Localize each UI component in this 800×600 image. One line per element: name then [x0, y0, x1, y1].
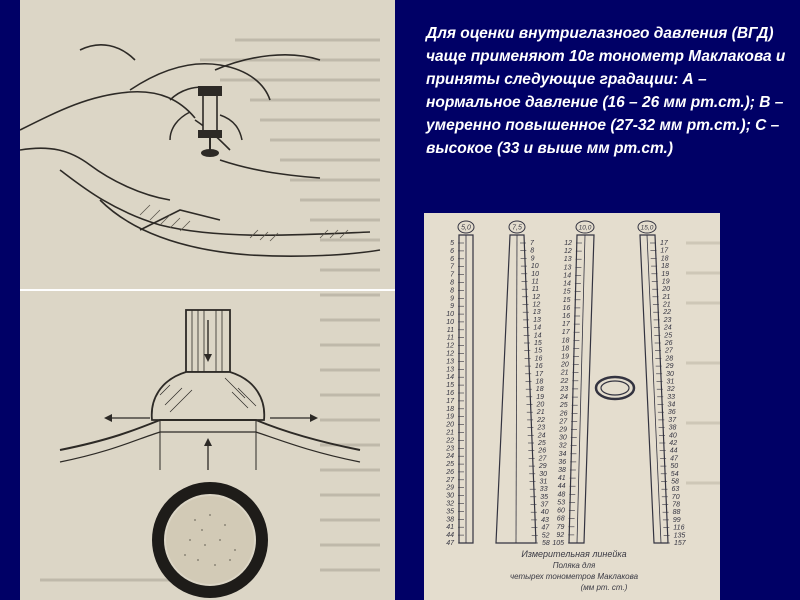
scale-value: 13 [563, 264, 572, 272]
scale-value: 18 [535, 386, 544, 394]
scale-value: 78 [672, 501, 680, 509]
scale-value: 54 [670, 470, 679, 478]
scale-value: 35 [540, 493, 548, 501]
scale-value: 13 [446, 358, 454, 366]
scale-value: 18 [660, 255, 669, 263]
scale-value: 20 [561, 361, 569, 369]
scale-value: 38 [558, 467, 566, 474]
scale-value: 32 [666, 386, 675, 394]
scale-value: 12 [532, 301, 541, 309]
scale-value: 18 [535, 378, 544, 386]
scale-value: 17 [660, 247, 669, 255]
weight-label-15: 15,0 [640, 224, 654, 232]
measuring-ruler-figure [424, 213, 720, 600]
scale-value: 22 [663, 309, 671, 317]
scale-value: 53 [557, 499, 566, 507]
scale-value: 19 [536, 393, 544, 401]
scale-value: 20 [536, 401, 545, 409]
scale-value: 22 [446, 437, 454, 445]
scale-value: 14 [533, 324, 542, 332]
caption-text [426, 22, 786, 160]
scale-value: 10 [531, 270, 539, 278]
scale-value: 58 [671, 478, 679, 486]
scale-value: 47 [446, 540, 454, 547]
scale-value: 26 [446, 468, 454, 476]
scale-value: 41 [446, 524, 454, 532]
scale-value: 44 [669, 447, 678, 455]
scale-value: 12 [532, 293, 540, 301]
scale-value: 13 [532, 309, 541, 317]
scale-value: 17 [561, 329, 570, 337]
scale-value: 33 [667, 393, 675, 401]
scale-value: 24 [537, 432, 546, 440]
scale-value: 30 [559, 434, 567, 442]
scale-value: 27 [559, 418, 568, 426]
scale-value: 14 [563, 272, 572, 280]
scale-value: 37 [540, 501, 549, 509]
scale-value: 18 [561, 345, 570, 353]
scale-value: 23 [537, 424, 546, 432]
scale-value: 25 [538, 440, 546, 447]
scale-value: 38 [668, 424, 677, 432]
scale-value: 6 [450, 247, 454, 255]
scale-value: 24 [446, 453, 454, 461]
scale-value: 36 [558, 458, 567, 466]
scale-value: 12 [446, 350, 454, 358]
scale-value: 17 [660, 240, 668, 247]
scale-value: 22 [560, 377, 569, 385]
weight-label-7-5: 7,5 [512, 224, 522, 232]
scale-value: 8 [530, 247, 535, 255]
scale-value: 27 [538, 455, 547, 463]
weight-label-5: 5,0 [461, 224, 471, 232]
ruler-caption-line-1: Измерительная линейка [521, 549, 627, 559]
scale-value: 21 [662, 293, 671, 301]
weight-label-10: 10,0 [578, 224, 592, 232]
scale-value: 16 [534, 355, 543, 363]
scale-value: 42 [669, 440, 678, 447]
scale-value: 11 [531, 286, 540, 294]
scale-value: 13 [446, 366, 454, 374]
scale-value: 6 [450, 255, 454, 263]
scale-value: 16 [446, 390, 454, 397]
scale-value: 21 [662, 301, 671, 309]
scale-value: 13 [533, 316, 541, 324]
scale-value: 15 [534, 340, 542, 347]
scale-value: 7 [450, 263, 454, 271]
scale-value: 9 [450, 295, 454, 303]
scale-value: 25 [446, 461, 454, 469]
scale-value: 41 [557, 475, 566, 483]
scale-value: 68 [556, 515, 565, 523]
scale-value: 157 [674, 540, 686, 547]
scale-value: 19 [661, 270, 670, 278]
scale-value: 12 [564, 240, 572, 247]
scale-value: 20 [662, 286, 670, 294]
scale-value: 30 [446, 492, 454, 500]
scale-value: 30 [666, 370, 674, 378]
scale-value: 31 [666, 378, 675, 386]
scale-value: 25 [559, 402, 568, 410]
scale-value: 116 [673, 524, 685, 532]
scale-value: 21 [446, 429, 454, 437]
scale-value: 26 [559, 410, 568, 418]
scale-value: 105 [552, 540, 564, 547]
scale-value: 10 [530, 263, 539, 271]
scale-value: 15 [562, 296, 571, 304]
scale-value: 44 [446, 532, 454, 540]
scale-value: 23 [560, 385, 569, 393]
tonometer-illustration [20, 0, 395, 600]
scale-value: 30 [539, 470, 547, 478]
scale-value: 88 [672, 509, 681, 517]
ruler-caption-line-2: Поляка для [552, 561, 596, 570]
scale-value: 23 [663, 316, 672, 324]
scale-value: 43 [541, 516, 549, 524]
scale-value: 19 [561, 353, 569, 361]
scale-value: 16 [562, 313, 571, 320]
scale-value: 10 [446, 318, 454, 326]
tonometer-figure [20, 0, 395, 600]
scale-value: 16 [562, 304, 571, 312]
scale-value: 60 [557, 507, 565, 515]
scale-value: 70 [671, 493, 680, 501]
scale-value: 37 [668, 416, 677, 424]
scale-value: 16 [534, 363, 543, 371]
scale-value: 12 [446, 342, 454, 350]
ruler-caption-line-3: четырех тонометров Маклакова [509, 572, 639, 581]
scale-value: 135 [673, 532, 686, 540]
scale-value: 8 [450, 287, 454, 295]
scale-value: 11 [446, 326, 454, 334]
scale-value: 29 [665, 363, 674, 371]
scale-value: 7 [530, 240, 534, 247]
scale-value: 23 [446, 445, 454, 453]
scale-value: 15 [534, 347, 543, 355]
scale-value: 40 [669, 432, 677, 440]
scale-value: 36 [667, 409, 676, 417]
scale-value: 34 [558, 450, 567, 458]
scale-value: 26 [538, 447, 547, 455]
scale-value: 19 [446, 413, 454, 421]
scale-value: 18 [446, 405, 454, 413]
scale-value: 92 [556, 531, 565, 539]
scale-value: 38 [446, 516, 454, 524]
scale-value: 33 [539, 486, 548, 494]
scale-value: 22 [537, 416, 545, 424]
scale-value: 15 [562, 288, 571, 296]
scale-value: 27 [446, 476, 454, 484]
scale-value: 44 [557, 483, 566, 491]
scale-value: 35 [446, 508, 454, 516]
scale-value: 7 [450, 271, 454, 279]
scale-value: 52 [541, 532, 550, 540]
scale-value: 29 [559, 426, 567, 434]
scale-value: 17 [535, 370, 543, 378]
scale-value: 5 [450, 240, 454, 247]
scale-value: 9 [450, 303, 454, 311]
scale-value: 21 [536, 409, 545, 417]
scale-value: 31 [539, 478, 548, 486]
scale-value: 26 [664, 340, 673, 347]
scale-value: 63 [671, 486, 680, 494]
scale-value: 8 [450, 279, 454, 287]
scale-value: 32 [558, 442, 567, 450]
scale-value: 24 [560, 394, 568, 402]
caption-paragraph: Для оценки внутриглазного давления (ВГД) чаще применяют 10г тонометр Маклакова и приняты следующие градации: А – нормальное давление (16 – 26 мм рт.ст.); В – умеренно повышенное (27-32 мм рт.ст.); С – высокое (33 и выше мм рт.ст.) [426, 25, 786, 157]
scale-value: 27 [665, 347, 673, 355]
scale-value: 18 [561, 337, 570, 345]
scale-value: 17 [562, 321, 570, 329]
scale-value: 11 [446, 334, 454, 342]
scale-value: 29 [446, 484, 454, 492]
measuring-ruler [424, 213, 720, 600]
scale-value: 18 [661, 263, 669, 271]
scale-value: 28 [665, 355, 674, 363]
scale-value: 79 [556, 523, 565, 531]
scale-value: 50 [670, 463, 679, 471]
scale-value: 10 [446, 311, 454, 319]
scale-value: 13 [563, 256, 572, 264]
scale-value: 47 [541, 524, 550, 532]
scale-value: 40 [540, 509, 549, 517]
scale-value: 17 [446, 397, 454, 405]
scale-value: 15 [446, 382, 454, 390]
scale-value: 14 [446, 374, 454, 382]
scale-value: 29 [538, 463, 547, 471]
scale-value: 99 [672, 516, 681, 524]
scale-value: 34 [667, 401, 676, 409]
scale-numbers [445, 240, 687, 547]
scale-value: 9 [530, 255, 535, 263]
scale-value: 25 [664, 332, 673, 340]
scale-value: 21 [560, 369, 569, 377]
scale-value: 32 [446, 500, 454, 508]
scale-value: 20 [446, 421, 454, 429]
scale-value: 58 [542, 540, 550, 547]
scale-value: 47 [670, 455, 678, 463]
scale-value: 48 [557, 491, 566, 499]
scale-value: 14 [533, 332, 542, 340]
scale-value: 24 [663, 324, 672, 332]
scale-value: 19 [661, 278, 670, 286]
scale-value: 12 [564, 248, 572, 256]
scale-value: 14 [563, 280, 571, 288]
scale-value: 11 [531, 278, 539, 286]
ruler-caption-line-4: (мм рт. ст.) [580, 583, 628, 592]
